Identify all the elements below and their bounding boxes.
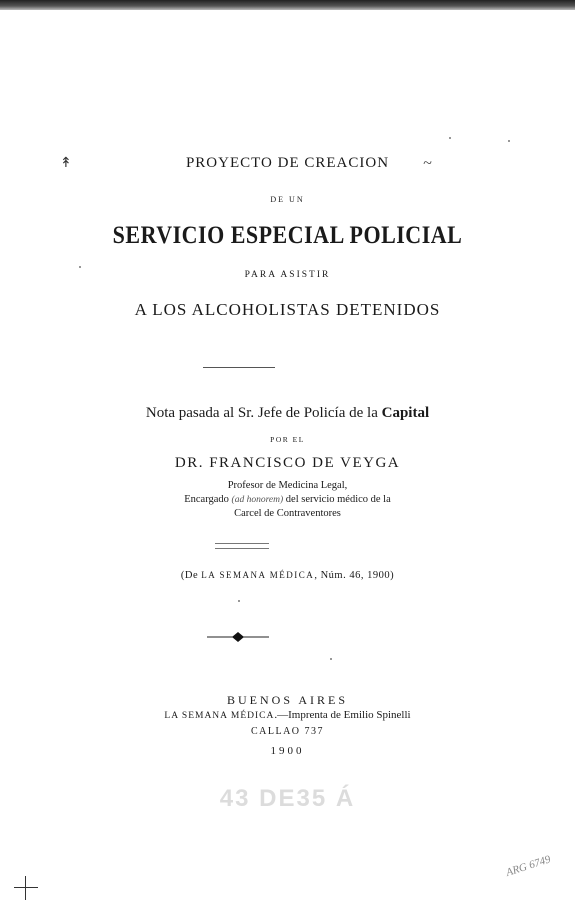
note-prefix: Nota pasada al Sr. Jefe de Policía de la: [145, 405, 382, 421]
por-el-line: POR EL: [270, 435, 305, 444]
role-line-2: [0, 493, 575, 507]
role-line-3: Carcel de Contraventores: [234, 508, 341, 519]
author-roles: [0, 479, 575, 521]
heading-line-1: PROYECTO DE CREACION: [185, 155, 390, 171]
publisher-journal: LA SEMANA MÉDICA: [164, 711, 275, 721]
role-line-1: Profesor de Medicina Legal,: [227, 480, 348, 491]
heading-line-4: PARA ASISTIR: [244, 270, 331, 280]
source-journal: LA SEMANA MÉDICA: [201, 570, 315, 580]
imprint-city: BUENOS AIRES: [226, 693, 348, 707]
role2-prefix: Encargado: [184, 494, 232, 505]
speck: [238, 600, 240, 602]
source-prefix: (De: [180, 570, 202, 581]
library-stamp: 43 DE35 Á: [219, 785, 356, 812]
role2-suffix: del servicio médico de la: [283, 494, 391, 505]
speck: [449, 137, 451, 139]
author-line: [0, 455, 575, 472]
speck: [330, 658, 332, 660]
author-first: FRANCISCO DE: [209, 455, 341, 471]
imprint-address: CALLAO 737: [250, 726, 325, 737]
double-divider-rule: [215, 543, 269, 549]
source-line: [0, 570, 575, 581]
speck: [508, 140, 510, 142]
document-subtitle: A LOS ALCOHOLISTAS DETENIDOS: [134, 300, 441, 319]
role2-italic: (ad honorem): [231, 495, 284, 505]
speck: [79, 266, 81, 268]
note-line: [0, 405, 575, 422]
divider-rule: [203, 367, 275, 368]
imprint-publisher: [0, 709, 575, 721]
imprint-year: 1900: [270, 745, 305, 757]
document-title: SERVICIO ESPECIAL POLICIAL: [112, 220, 463, 249]
scan-top-edge: [0, 0, 575, 10]
diamond-ornament-icon: [207, 630, 269, 644]
cross-mark-icon: [14, 876, 38, 900]
author-last: VEYGA: [340, 455, 401, 471]
author-title: DR.: [174, 455, 210, 471]
heading-line-2: DE UN: [270, 195, 305, 204]
note-bold: Capital: [381, 405, 430, 421]
source-suffix: , Núm. 46, 1900): [314, 570, 395, 581]
margin-mark-right: ~: [423, 155, 432, 172]
handwritten-note: ARG 6749: [504, 853, 553, 879]
publisher-rest: .—Imprenta de Emilio Spinelli: [274, 709, 411, 721]
margin-mark-left: ↟: [60, 155, 72, 171]
